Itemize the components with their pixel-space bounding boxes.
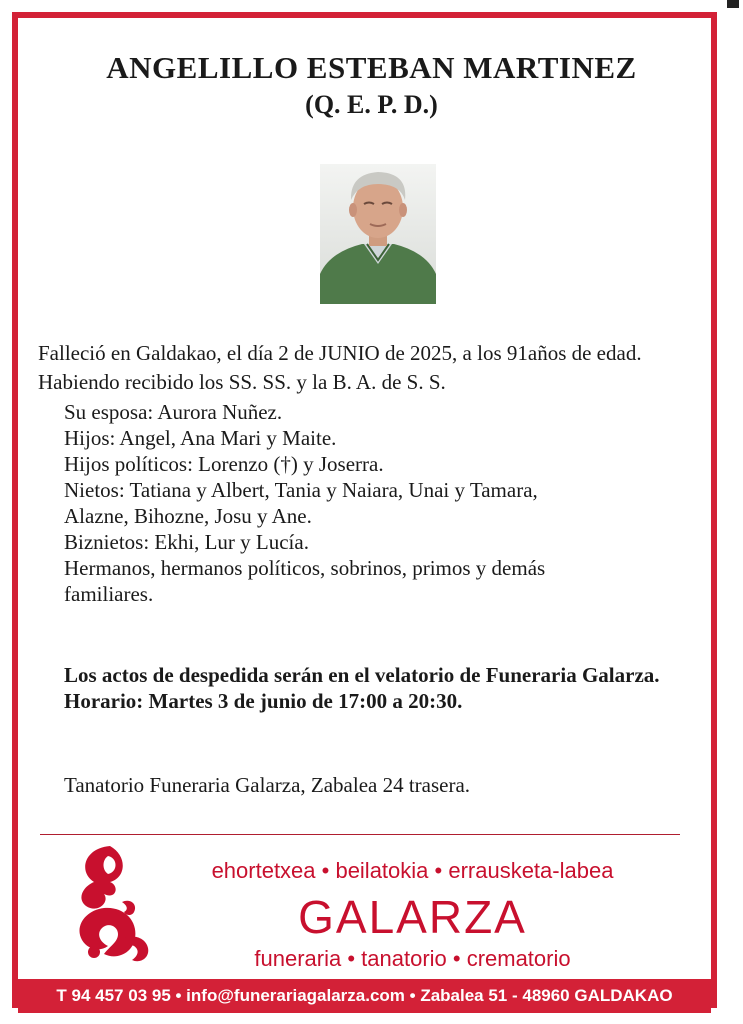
scan-edge-mark [727,0,739,8]
qepd-label: (Q. E. P. D.) [305,90,438,119]
services-tagline-spanish: funeraria • tanatorio • crematorio [254,946,571,971]
ceremony-schedule: Horario: Martes 3 de junio de 17:00 a 20:30. [64,689,463,713]
contact-bar: T 94 457 03 95 • info@funerariagalarza.com • Zabalea 51 - 48960 GALDAKAO [18,979,711,1013]
ceremony-info [64,662,684,714]
family-line-great-grandchildren: Biznietos: Ekhi, Lur y Lucía. [64,530,309,554]
services-tagline-basque: ehortetxea • beilatokia • errausketa-labea [211,858,614,883]
family-line-relatives-cont: familiares. [64,582,154,606]
death-announcement: Falleció en Galdakao, el día 2 de JUNIO de 2025, a los 91años de edad. Habiendo recibido los SS. SS. y la B. A. de S. S. [38,341,642,394]
deceased-name: ANGELILLO ESTEBAN MARTINEZ [106,50,637,85]
deceased-photo [320,164,436,304]
family-line-grandchildren: Nietos: Tatiana y Albert, Tania y Naiara, Unai y Tamara, [64,478,538,502]
family-line-children: Hijos: Angel, Ana Mari y Maite. [64,426,337,450]
brand-name: GALARZA [298,891,527,943]
portrait-illustration [320,164,436,304]
family-line-grandchildren-cont: Alazne, Bihozne, Josu y Ane. [64,504,312,528]
ceremony-location: Los actos de despedida serán en el velatorio de Funeraria Galarza. [64,663,660,687]
family-line-spouse: Su esposa: Aurora Nuñez. [64,400,283,424]
divider [40,834,680,835]
family-line-children-in-law: Hijos políticos: Lorenzo (†) y Joserra. [64,452,384,476]
galarza-swirl-logo-icon [64,842,156,966]
funeral-home-address: Tanatorio Funeraria Galarza, Zabalea 24 trasera. [64,773,471,797]
family-line-relatives: Hermanos, hermanos políticos, sobrinos, primos y demás [64,556,546,580]
family-list [64,399,664,607]
